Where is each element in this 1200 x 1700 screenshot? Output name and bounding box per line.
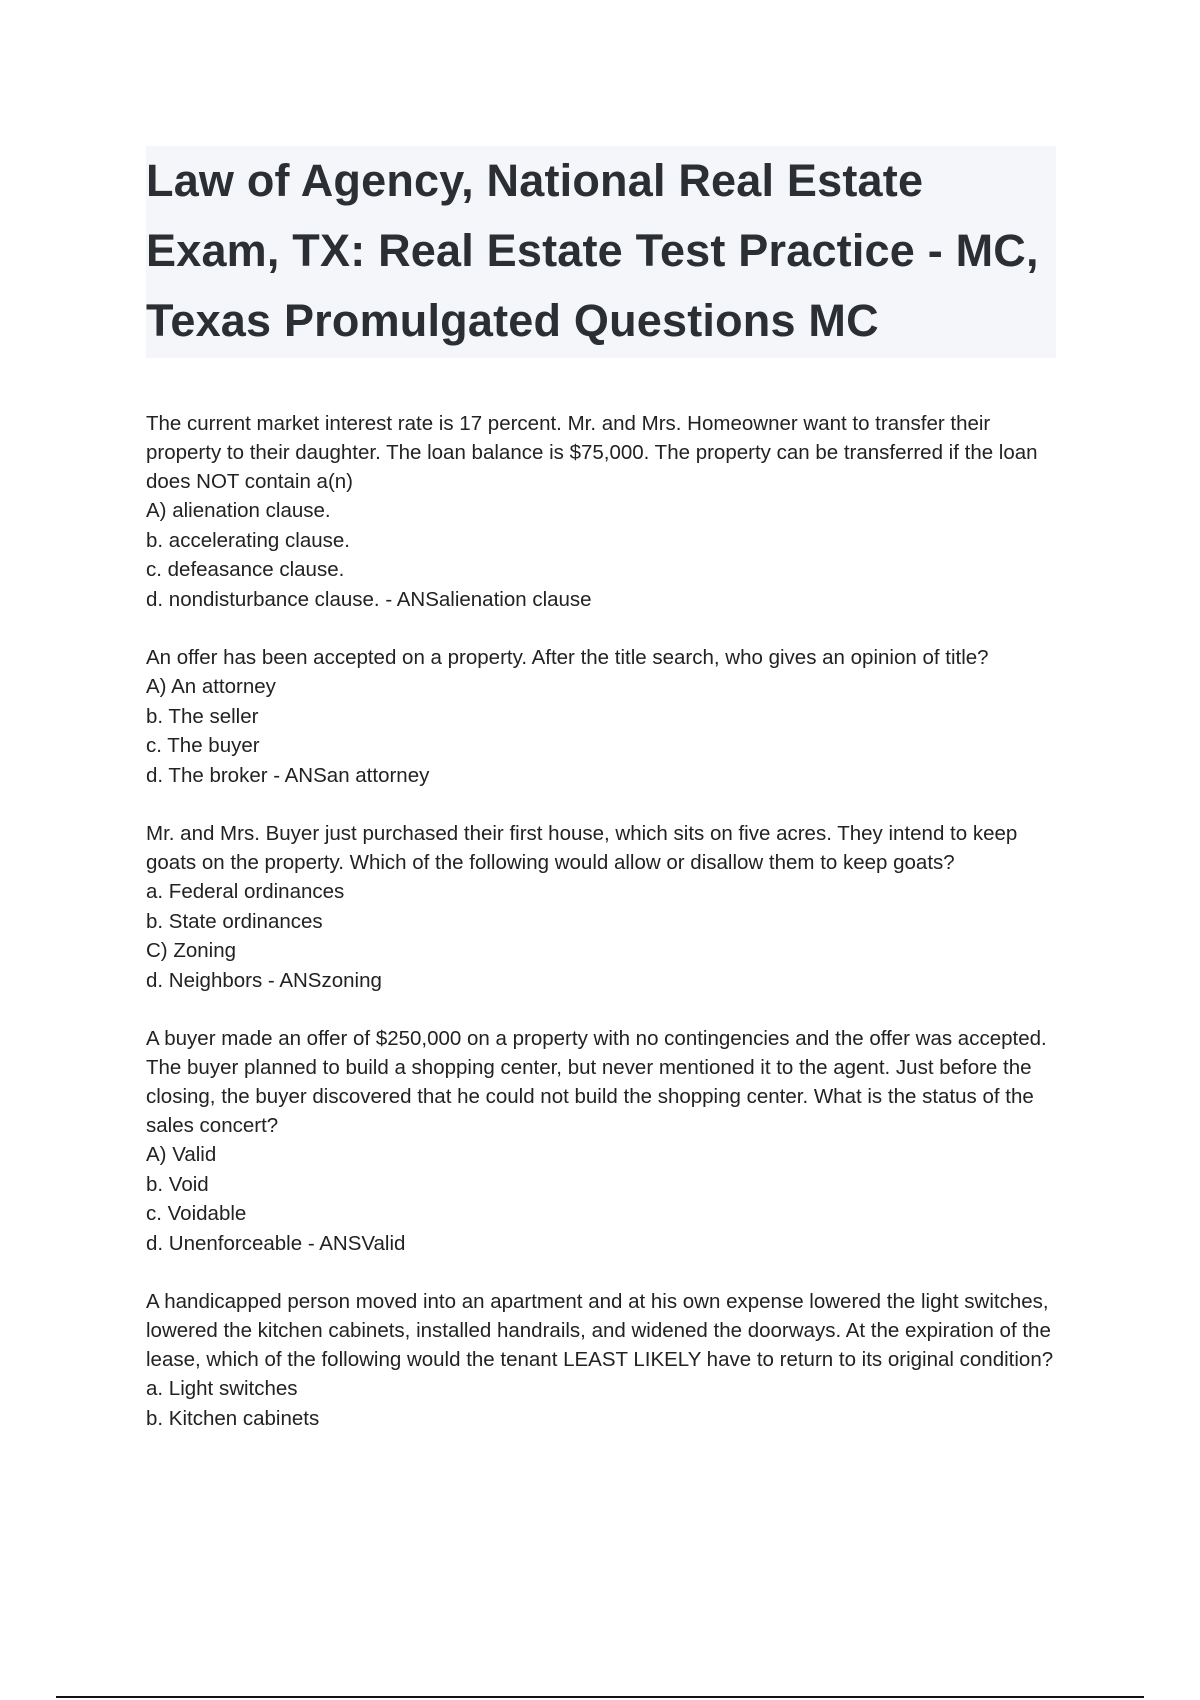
question-text: Mr. and Mrs. Buyer just purchased their first house, which sits on five acres. They intend to keep goats on the property. Which of the following would allow or disallow them to keep goats? <box>146 822 1018 874</box>
option-b: b. accelerating clause. <box>146 528 350 552</box>
option-c: c. Voidable <box>146 1202 247 1225</box>
option-c: c. The buyer <box>146 734 260 757</box>
question-4 <box>146 1024 1066 1258</box>
option-b: b. The seller <box>146 704 259 728</box>
option-a: A) alienation clause. <box>146 499 331 522</box>
question-text: A buyer made an offer of $250,000 on a property with no contingencies and the offer was accepted. The buyer planned to build a shopping center, but never mentioned it to the agent. Just before the closing, the buyer discovered that he could not build the shopping center. What is the status of the sales concert? <box>146 1027 1047 1137</box>
option-d-with-answer: d. nondisturbance clause. - ANSalienation clause <box>146 587 592 611</box>
page-bottom-divider <box>56 1696 1144 1698</box>
questions-list <box>146 409 1066 1462</box>
option-a: A) An attorney <box>146 675 276 698</box>
question-text: The current market interest rate is 17 percent. Mr. and Mrs. Homeowner want to transfer their property to their daughter. The loan balance is $75,000. The property can be transferred if the loan does NOT contain a(n) <box>146 412 1038 493</box>
question-text: An offer has been accepted on a property. After the title search, who gives an opinion of title? <box>146 646 989 669</box>
question-2 <box>146 643 1066 790</box>
question-3 <box>146 819 1066 995</box>
option-d-with-answer: d. Unenforceable - ANSValid <box>146 1231 406 1255</box>
option-b: b. Kitchen cabinets <box>146 1406 320 1430</box>
document-title-block <box>146 146 1056 358</box>
option-a: a. Federal ordinances <box>146 880 345 903</box>
option-d-with-answer: d. The broker - ANSan attorney <box>146 763 430 787</box>
option-b: b. Void <box>146 1172 209 1196</box>
option-c: C) Zoning <box>146 939 237 962</box>
option-b: b. State ordinances <box>146 909 323 933</box>
document-title: Law of Agency, National Real Estate Exam, TX: Real Estate Test Practice - MC, Texas Promulgated Questions MC <box>146 155 1039 346</box>
question-1 <box>146 409 1066 614</box>
option-a: A) Valid <box>146 1143 217 1166</box>
option-c: c. defeasance clause. <box>146 558 345 581</box>
option-a: a. Light switches <box>146 1377 298 1400</box>
option-d-with-answer: d. Neighbors - ANSzoning <box>146 968 382 992</box>
question-5 <box>146 1287 1066 1433</box>
question-text: A handicapped person moved into an apartment and at his own expense lowered the light switches, lowered the kitchen cabinets, installed handrails, and widened the doorways. At the expiration of the lease, which of the following would the tenant LEAST LIKELY have to return to its original condition? <box>146 1290 1054 1371</box>
